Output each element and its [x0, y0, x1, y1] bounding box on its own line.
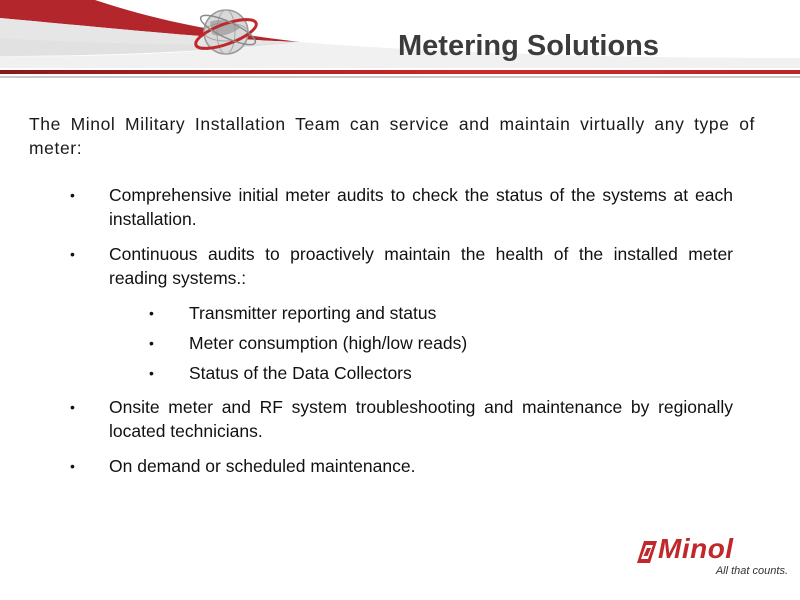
- sub-bullet-item: [0, 331, 729, 355]
- sub-bullet-item: [0, 301, 729, 325]
- sub-bullet-text: Transmitter reporting and status: [189, 303, 437, 323]
- logo-tagline: All that counts.: [715, 565, 788, 577]
- bullet-text: Onsite meter and RF system troubleshooting and maintenance by regionally located technicians.: [109, 397, 733, 441]
- bullet-dot: •: [70, 246, 75, 262]
- sub-bullet-list: [0, 301, 800, 385]
- sub-bullet-item: [0, 361, 729, 385]
- bullet-dot: •: [70, 399, 75, 415]
- bullet-text: Comprehensive initial meter audits to check the status of the systems at each installation.: [109, 185, 733, 229]
- bullet-text: Continuous audits to proactively maintain the health of the installed meter reading systems.:: [109, 244, 733, 288]
- intro-paragraph: The Minol Military Installation Team can service and maintain virtually any type of meter:: [29, 114, 755, 158]
- header-red-rule: [0, 70, 800, 74]
- sub-bullet-text: Status of the Data Collectors: [189, 363, 412, 383]
- bullet-dot: •: [70, 187, 75, 203]
- bullet-list: [0, 183, 800, 489]
- sub-bullet-dot: •: [149, 365, 154, 381]
- bullet-item: [0, 242, 733, 290]
- bullet-item: [0, 395, 733, 443]
- minol-logo: [636, 533, 792, 581]
- minol-logo-mark-icon: [636, 540, 658, 564]
- page-title: Metering Solutions: [398, 30, 659, 62]
- sub-bullet-dot: •: [149, 305, 154, 321]
- sub-bullet-dot: •: [149, 335, 154, 351]
- bullet-item: [0, 183, 733, 231]
- logo-wordmark: Minol: [658, 533, 734, 564]
- bullet-text: On demand or scheduled maintenance.: [109, 456, 416, 476]
- bullet-item: [0, 454, 733, 478]
- header-gray-rule: [0, 76, 800, 78]
- sub-bullet-text: Meter consumption (high/low reads): [189, 333, 468, 353]
- bullet-dot: •: [70, 458, 75, 474]
